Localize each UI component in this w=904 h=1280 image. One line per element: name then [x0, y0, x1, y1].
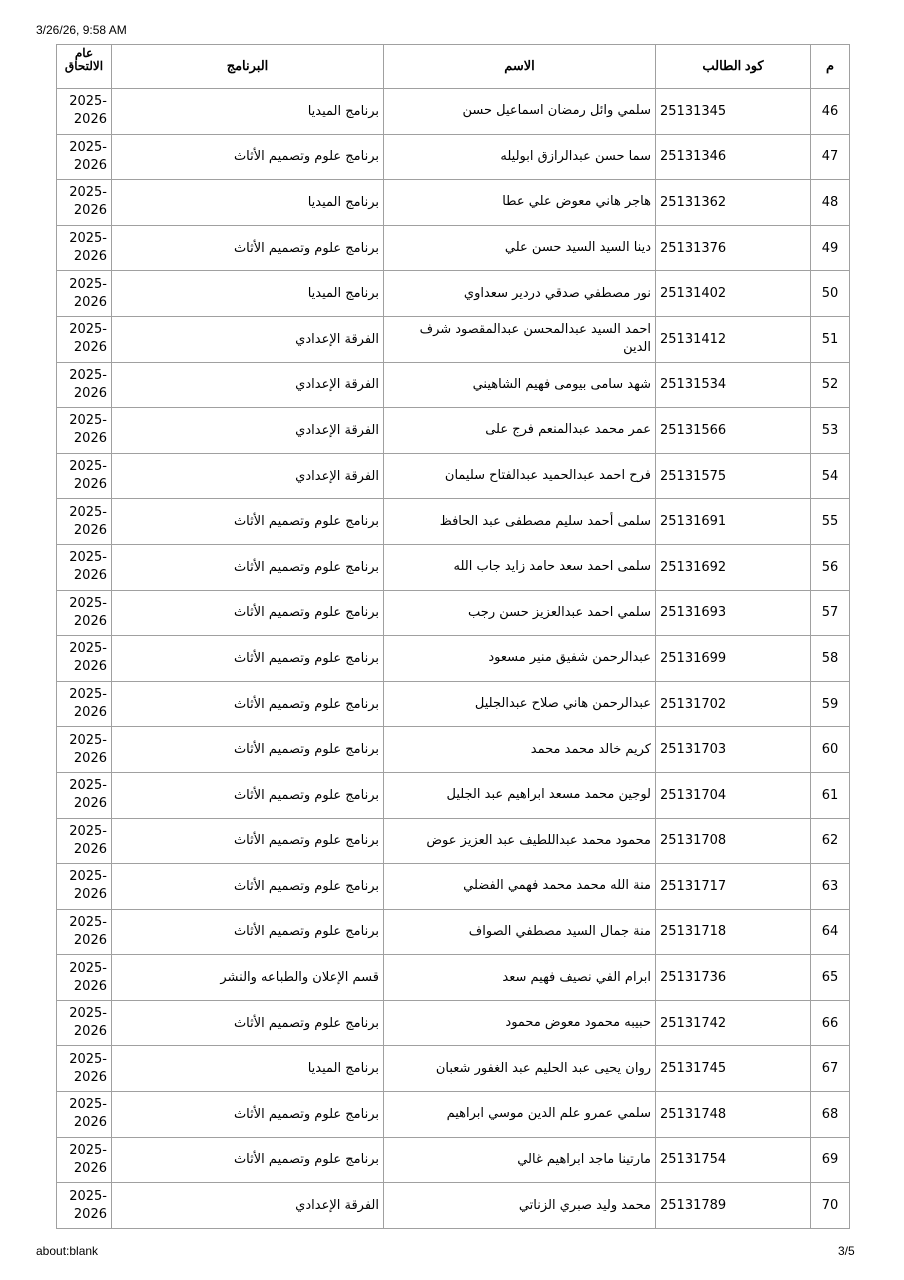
cell-year: 2025-2026 — [57, 362, 112, 408]
cell-year: 2025-2026 — [57, 544, 112, 590]
cell-year: 2025-2026 — [57, 681, 112, 727]
cell-num: 69 — [811, 1137, 850, 1183]
cell-year: 2025-2026 — [57, 180, 112, 226]
cell-program: برنامج علوم وتصميم الأثاث — [112, 499, 384, 545]
cell-year: 2025-2026 — [57, 1092, 112, 1138]
cell-program: الفرقة الإعدادي — [112, 1183, 384, 1229]
cell-program: برنامج علوم وتصميم الأثاث — [112, 544, 384, 590]
cell-code: 25131704 — [656, 772, 811, 818]
cell-year: 2025-2026 — [57, 864, 112, 910]
table-row — [57, 453, 850, 499]
cell-name: حبيبه محمود معوض محمود — [384, 1000, 656, 1046]
table-header-row — [57, 45, 850, 89]
cell-name: سلمي عمرو علم الدين موسي ابراهيم — [384, 1092, 656, 1138]
cell-name: سلمى أحمد سليم مصطفى عبد الحافظ — [384, 499, 656, 545]
table-row — [57, 134, 850, 180]
table-body — [57, 89, 850, 1229]
cell-code: 25131412 — [656, 316, 811, 362]
cell-num: 49 — [811, 225, 850, 271]
header-year: عام الالتحاق — [57, 45, 112, 89]
cell-program: برنامج علوم وتصميم الأثاث — [112, 864, 384, 910]
table-row — [57, 1183, 850, 1229]
cell-code: 25131362 — [656, 180, 811, 226]
cell-num: 55 — [811, 499, 850, 545]
header-name: الاسم — [384, 45, 656, 89]
cell-name: احمد السيد عبدالمحسن عبدالمقصود شرف الدين — [384, 316, 656, 362]
cell-program: برنامج علوم وتصميم الأثاث — [112, 134, 384, 180]
cell-program: الفرقة الإعدادي — [112, 453, 384, 499]
cell-num: 60 — [811, 727, 850, 773]
cell-code: 25131717 — [656, 864, 811, 910]
table-row — [57, 89, 850, 135]
cell-num: 68 — [811, 1092, 850, 1138]
cell-program: برنامج علوم وتصميم الأثاث — [112, 772, 384, 818]
cell-code: 25131693 — [656, 590, 811, 636]
cell-num: 66 — [811, 1000, 850, 1046]
cell-num: 64 — [811, 909, 850, 955]
cell-code: 25131736 — [656, 955, 811, 1001]
cell-year: 2025-2026 — [57, 453, 112, 499]
cell-code: 25131575 — [656, 453, 811, 499]
header-num: م — [811, 45, 850, 89]
cell-program: برنامج علوم وتصميم الأثاث — [112, 818, 384, 864]
table-row — [57, 180, 850, 226]
page-indicator: 3/5 — [838, 1244, 855, 1258]
cell-code: 25131345 — [656, 89, 811, 135]
cell-name: سلمي احمد عبدالعزيز حسن رجب — [384, 590, 656, 636]
cell-program: برنامج الميديا — [112, 89, 384, 135]
cell-code: 25131718 — [656, 909, 811, 955]
cell-name: مارتينا ماجد ابراهيم غالي — [384, 1137, 656, 1183]
cell-year: 2025-2026 — [57, 1046, 112, 1092]
header-program: البرنامج — [112, 45, 384, 89]
cell-year: 2025-2026 — [57, 271, 112, 317]
cell-code: 25131376 — [656, 225, 811, 271]
table-row — [57, 864, 850, 910]
cell-code: 25131346 — [656, 134, 811, 180]
cell-num: 46 — [811, 89, 850, 135]
cell-program: برنامج علوم وتصميم الأثاث — [112, 1137, 384, 1183]
print-timestamp: 3/26/26, 9:58 AM — [36, 23, 127, 37]
cell-num: 52 — [811, 362, 850, 408]
cell-year: 2025-2026 — [57, 499, 112, 545]
students-table — [56, 44, 850, 1229]
table-row — [57, 909, 850, 955]
table-row — [57, 1137, 850, 1183]
cell-name: محمد وليد صبري الزناتي — [384, 1183, 656, 1229]
cell-year: 2025-2026 — [57, 1000, 112, 1046]
cell-num: 70 — [811, 1183, 850, 1229]
cell-code: 25131789 — [656, 1183, 811, 1229]
cell-year: 2025-2026 — [57, 818, 112, 864]
table-row — [57, 1046, 850, 1092]
cell-name: فرح احمد عبدالحميد عبدالفتاح سليمان — [384, 453, 656, 499]
cell-year: 2025-2026 — [57, 772, 112, 818]
cell-program: الفرقة الإعدادي — [112, 408, 384, 454]
table-row — [57, 1092, 850, 1138]
cell-name: روان يحيى عبد الحليم عبد الغفور شعبان — [384, 1046, 656, 1092]
cell-code: 25131754 — [656, 1137, 811, 1183]
table-row — [57, 362, 850, 408]
cell-code: 25131692 — [656, 544, 811, 590]
cell-code: 25131691 — [656, 499, 811, 545]
cell-num: 53 — [811, 408, 850, 454]
cell-num: 56 — [811, 544, 850, 590]
cell-name: سلمى احمد سعد حامد زايد جاب الله — [384, 544, 656, 590]
cell-year: 2025-2026 — [57, 225, 112, 271]
cell-name: كريم خالد محمد محمد — [384, 727, 656, 773]
cell-name: سما حسن عبدالرازق ابوليله — [384, 134, 656, 180]
cell-year: 2025-2026 — [57, 955, 112, 1001]
cell-year: 2025-2026 — [57, 727, 112, 773]
table-row — [57, 316, 850, 362]
cell-name: عبدالرحمن شفيق منير مسعود — [384, 636, 656, 682]
cell-name: عبدالرحمن هاني صلاح عبدالجليل — [384, 681, 656, 727]
cell-program: برنامج علوم وتصميم الأثاث — [112, 225, 384, 271]
table-row — [57, 636, 850, 682]
cell-code: 25131702 — [656, 681, 811, 727]
cell-program: الفرقة الإعدادي — [112, 362, 384, 408]
cell-num: 63 — [811, 864, 850, 910]
cell-program: برنامج علوم وتصميم الأثاث — [112, 1092, 384, 1138]
cell-year: 2025-2026 — [57, 1183, 112, 1229]
cell-num: 59 — [811, 681, 850, 727]
cell-num: 54 — [811, 453, 850, 499]
table-row — [57, 955, 850, 1001]
cell-program: الفرقة الإعدادي — [112, 316, 384, 362]
cell-name: دينا السيد السيد حسن علي — [384, 225, 656, 271]
cell-year: 2025-2026 — [57, 1137, 112, 1183]
cell-program: برنامج الميديا — [112, 1046, 384, 1092]
header-code: كود الطالب — [656, 45, 811, 89]
page-url: about:blank — [36, 1244, 99, 1258]
cell-code: 25131745 — [656, 1046, 811, 1092]
cell-num: 62 — [811, 818, 850, 864]
table-row — [57, 818, 850, 864]
cell-num: 67 — [811, 1046, 850, 1092]
cell-name: محمود محمد عبداللطيف عبد العزيز عوض — [384, 818, 656, 864]
cell-code: 25131699 — [656, 636, 811, 682]
table-row — [57, 1000, 850, 1046]
cell-program: برنامج الميديا — [112, 271, 384, 317]
cell-code: 25131742 — [656, 1000, 811, 1046]
cell-code: 25131534 — [656, 362, 811, 408]
cell-name: عمر محمد عبدالمنعم فرج على — [384, 408, 656, 454]
cell-code: 25131748 — [656, 1092, 811, 1138]
cell-program: برنامج الميديا — [112, 180, 384, 226]
cell-num: 48 — [811, 180, 850, 226]
cell-num: 65 — [811, 955, 850, 1001]
cell-year: 2025-2026 — [57, 590, 112, 636]
table-row — [57, 681, 850, 727]
cell-num: 61 — [811, 772, 850, 818]
cell-code: 25131703 — [656, 727, 811, 773]
cell-name: نور مصطفي صدقي دردير سعداوي — [384, 271, 656, 317]
cell-name: شهد سامى بيومى فهيم الشاهيني — [384, 362, 656, 408]
cell-program: برنامج علوم وتصميم الأثاث — [112, 636, 384, 682]
cell-num: 50 — [811, 271, 850, 317]
cell-program: برنامج علوم وتصميم الأثاث — [112, 590, 384, 636]
cell-program: قسم الإعلان والطباعه والنشر — [112, 955, 384, 1001]
cell-year: 2025-2026 — [57, 134, 112, 180]
table-row — [57, 590, 850, 636]
cell-name: ابرام الفي نصيف فهيم سعد — [384, 955, 656, 1001]
cell-num: 51 — [811, 316, 850, 362]
table-row — [57, 772, 850, 818]
table-row — [57, 408, 850, 454]
cell-program: برنامج علوم وتصميم الأثاث — [112, 909, 384, 955]
cell-program: برنامج علوم وتصميم الأثاث — [112, 727, 384, 773]
cell-year: 2025-2026 — [57, 316, 112, 362]
table-row — [57, 727, 850, 773]
cell-code: 25131566 — [656, 408, 811, 454]
cell-name: سلمي وائل رمضان اسماعيل حسن — [384, 89, 656, 135]
cell-program: برنامج علوم وتصميم الأثاث — [112, 681, 384, 727]
cell-year: 2025-2026 — [57, 909, 112, 955]
cell-program: برنامج علوم وتصميم الأثاث — [112, 1000, 384, 1046]
cell-name: منة الله محمد محمد فهمي الفضلي — [384, 864, 656, 910]
cell-name: منة جمال السيد مصطفي الصواف — [384, 909, 656, 955]
cell-name: لوجين محمد مسعد ابراهيم عبد الجليل — [384, 772, 656, 818]
cell-code: 25131708 — [656, 818, 811, 864]
cell-year: 2025-2026 — [57, 636, 112, 682]
cell-year: 2025-2026 — [57, 408, 112, 454]
table-row — [57, 225, 850, 271]
cell-code: 25131402 — [656, 271, 811, 317]
cell-num: 47 — [811, 134, 850, 180]
cell-name: هاجر هاني معوض علي عطا — [384, 180, 656, 226]
table-row — [57, 271, 850, 317]
cell-num: 58 — [811, 636, 850, 682]
cell-num: 57 — [811, 590, 850, 636]
table-row — [57, 544, 850, 590]
cell-year: 2025-2026 — [57, 89, 112, 135]
table-row — [57, 499, 850, 545]
